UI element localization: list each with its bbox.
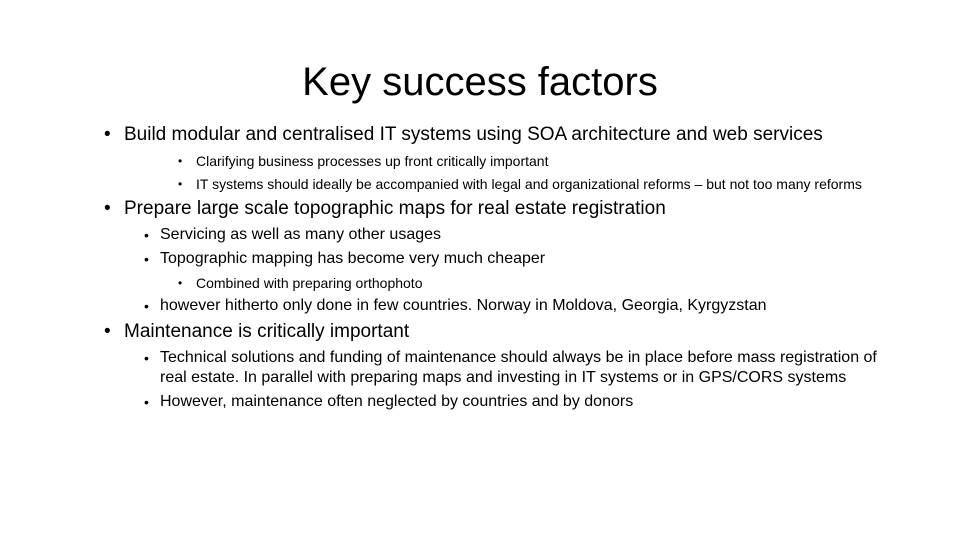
list-item-text: Clarifying business processes up front critically important [196, 153, 549, 169]
list-item-text: Servicing as well as many other usages [160, 226, 442, 243]
list-item [104, 275, 894, 292]
bullet-icon: • [178, 177, 183, 191]
bullet-icon: • [178, 154, 183, 168]
list-item-text: Combined with preparing orthophoto [196, 275, 423, 291]
bullet-list [104, 123, 894, 412]
list-item-text: however hitherto only done in few countries. Norway in Moldova, Georgia, Kyrgyzstan [160, 297, 767, 314]
bullet-icon: • [144, 394, 149, 410]
list-item [104, 176, 894, 193]
list-item [104, 296, 894, 316]
list-item-text: Prepare large scale topographic maps for real estate registration [124, 198, 666, 219]
list-item [104, 225, 894, 245]
bullet-icon: • [144, 298, 149, 314]
list-item-text: Build modular and centralised IT systems using SOA architecture and web services [124, 124, 823, 145]
list-item [104, 348, 894, 388]
bullet-icon: • [144, 251, 149, 267]
bullet-icon: • [178, 276, 183, 290]
list-item [104, 123, 894, 147]
bullet-icon: • [104, 321, 111, 342]
list-item [104, 153, 894, 170]
list-item-text: Maintenance is critically important [124, 321, 410, 342]
bullet-icon: • [144, 350, 149, 366]
list-item [104, 392, 894, 412]
list-item-text: Technical solutions and funding of maintenance should always be in place before mass registration of real estate. In parallel with preparing maps and investing in IT systems or in GPS/CORS systems [160, 349, 877, 386]
bullet-icon: • [104, 124, 111, 145]
bullet-icon: • [104, 198, 111, 219]
list-item-text: IT systems should ideally be accompanied with legal and organizational reforms – but not too many reforms [196, 176, 862, 192]
bullet-icon: • [144, 227, 149, 243]
list-item [104, 197, 894, 221]
list-item-text: Topographic mapping has become very much cheaper [160, 250, 546, 267]
slide-title: Key success factors [302, 60, 658, 104]
list-item [104, 320, 894, 344]
list-item [104, 249, 894, 269]
list-item-text: However, maintenance often neglected by countries and by donors [160, 393, 634, 410]
